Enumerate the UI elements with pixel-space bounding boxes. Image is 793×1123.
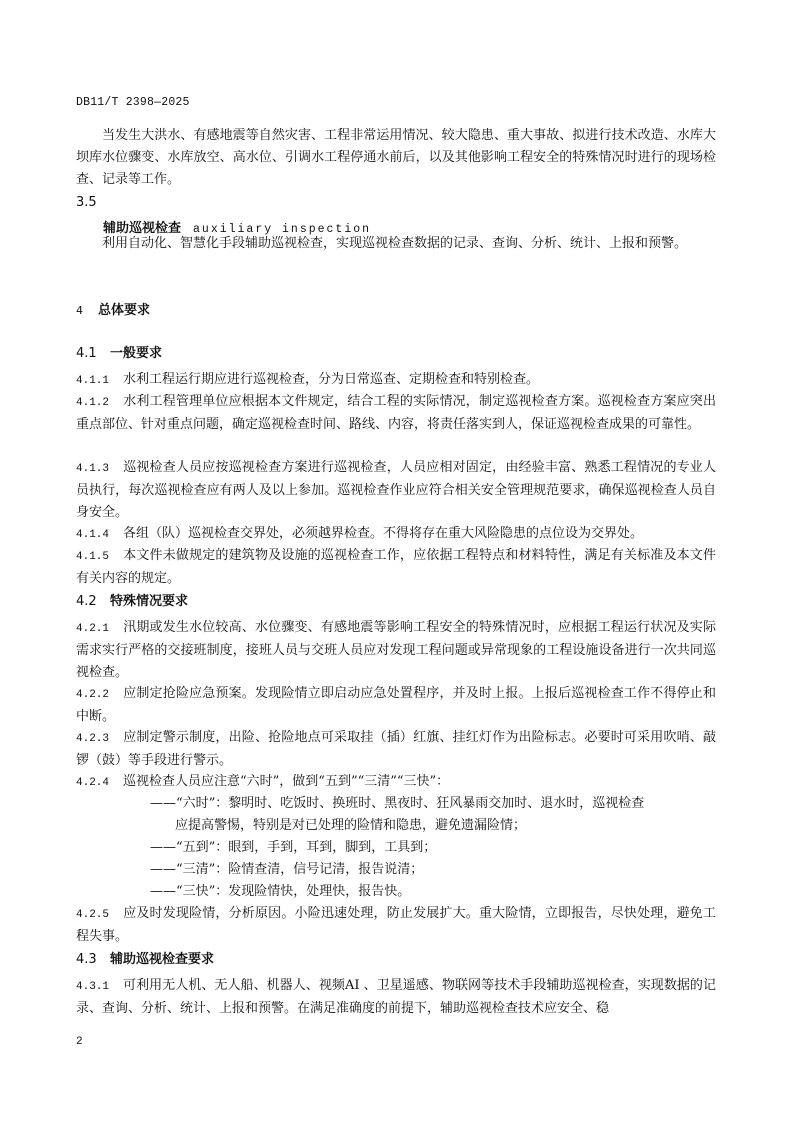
clause-4-1-3: 4.1.3 巡视检查人员应按巡视检查方案进行巡视检查，人员应相对固定，由经验丰富、熟悉工程情况的专业人员执行，每次巡视检查应有两人及以上参加。巡视检查作业应符合相关安全管理规范要求，确保巡视检查人员自身安全。 xyxy=(76,460,716,520)
section-4-2-heading xyxy=(76,590,188,609)
section-4-1-number: 4.1 xyxy=(76,346,97,361)
clause-4-2-4: 4.2.4 巡视检查人员应注意“六时”，做到“五到”“三清”“三快”： xyxy=(76,774,450,789)
section-4-title: 总体要求 xyxy=(98,303,151,318)
section-4-1-title: 一般要求 xyxy=(110,346,163,361)
dash-item-three-clears: ——“三清”：险情查清，信号记清，报告说清； xyxy=(150,862,424,877)
section-4-3-number: 4.3 xyxy=(76,952,97,967)
section-4-2-title: 特殊情况要求 xyxy=(110,594,189,609)
clause-4-2-1: 4.2.1 汛期或发生水位较高、水位骤变、有感地震等影响工程安全的特殊情况时，应根据工程运行状况及实际需求实行严格的交接班制度，接班人员与交班人员应对发现工程问题或异常现象的工程设施设备进行一次共同巡视检查。 xyxy=(76,620,716,680)
section-4-2-number: 4.2 xyxy=(76,594,97,609)
clause-4-1-5: 4.1.5 本文件未做规定的建筑物及设施的巡视检查工作，应依据工程特点和材料特性，满足有关标准及本文件有关内容的规定。 xyxy=(76,548,716,586)
term-title-cn: 辅助巡视检查 xyxy=(103,221,182,236)
section-4-3-heading xyxy=(76,948,214,967)
term-number: 3.5 xyxy=(76,195,97,210)
dash-item-six-times: ——“六时”：黎明时、吃饭时、换班时、黑夜时、狂风暴雨交加时、退水时，巡视检查 xyxy=(150,796,645,811)
clause-4-2-3: 4.2.3 应制定警示制度，出险、抢险地点可采取挂（插）红旗、挂红灯作为出险标志。必要时可采用吹哨、敲锣（鼓）等手段进行警示。 xyxy=(76,730,716,768)
section-4-1-heading xyxy=(76,342,162,361)
clause-4-3-1: 4.3.1 可利用无人机、无人船、机器人、视频AI 、卫星遥感、物联网等技术手段辅助巡视检查，实现数据的记录、查询、分析、统计、上报和预警。在满足准确度的前提下，辅助巡视检查技术应安全、稳 xyxy=(76,978,716,1016)
term-definition: 利用自动化、智慧化手段辅助巡视检查，实现巡视检查数据的记录、查询、分析、统计、上报和预警。 xyxy=(102,236,688,251)
section-4-number: 4 xyxy=(76,304,83,317)
clause-4-2-5: 4.2.5 应及时发现险情，分析原因。小险迅速处理，防止发展扩大。重大险情，立即报告，尽快处理，避免工程失事。 xyxy=(76,906,716,944)
document-id-header: DB11/T 2398—2025 xyxy=(76,96,190,109)
clause-4-1-2: 4.1.2 水利工程管理单位应根据本文件规定，结合工程的实际情况，制定巡视检查方案。巡视检查方案应突出重点部位、针对重点问题，确定巡视检查时间、路线、内容，将责任落实到人，保证巡视检查成果的可靠性。 xyxy=(76,394,716,432)
dash-item-three-fasts: ——“三快”：发现险情快，处理快，报告快。 xyxy=(150,884,411,899)
clause-4-2-2: 4.2.2 应制定抢险应急预案。发现险情立即启动应急处置程序，并及时上报。上报后巡视检查工作不得停止和中断。 xyxy=(76,686,716,724)
clause-4-1-4: 4.1.4 各组（队）巡视检查交界处，必须越界检查。不得将存在重大风险隐患的点位设为交界处。 xyxy=(76,526,644,541)
section-4-3-title: 辅助巡视检查要求 xyxy=(110,952,215,967)
section-4-heading xyxy=(76,299,150,318)
clause-4-1-1: 4.1.1 水利工程运行期应进行巡视检查，分为日常巡查、定期检查和特别检查。 xyxy=(76,372,540,387)
dash-item-six-times-cont: 应提高警惕，特别是对已处理的险情和隐患，避免遗漏险情； xyxy=(175,818,527,833)
page-number: 2 xyxy=(76,1036,83,1048)
intro-paragraph: 当发生大洪水、有感地震等自然灾害、工程非常运用情况、较大隐患、重大事故、拟进行技术改造、水库大坝库水位骤变、水库放空、高水位、引调水工程停通水前后，以及其他影响工程安全的特殊情况时进行的现场检查、记录等工作。 xyxy=(76,128,716,187)
term-title-en: auxiliary inspection xyxy=(193,223,372,236)
dash-item-five-arrivals: ——“五到”：眼到，手到，耳到，脚到，工具到； xyxy=(150,840,437,855)
